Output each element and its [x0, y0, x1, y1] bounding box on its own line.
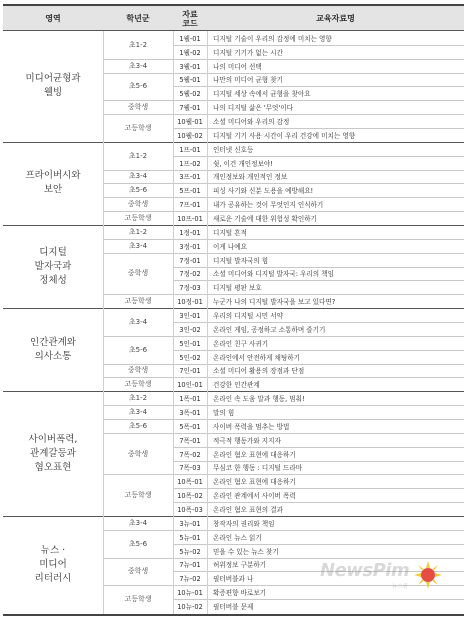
grade-cell: 초1-2	[128, 151, 148, 160]
title-cell: 온라인 혐오 표현에 대응하기	[213, 450, 296, 459]
title-cell: 나의 디지털 삶은 '무엇'이다	[213, 104, 293, 113]
code-cell: 3폭-01	[179, 409, 201, 418]
code-cell: 10폭-01	[177, 478, 203, 487]
grade-cell: 고등학생	[124, 214, 152, 223]
domain-cell: 뉴스 · 미디어 리터러시	[34, 544, 72, 584]
code-cell: 7인-01	[179, 367, 201, 376]
domain-cell: 인간관계와 의사소통	[30, 336, 76, 362]
grade-cell: 초1-2	[128, 40, 148, 49]
grade-cell: 중학생	[127, 269, 149, 278]
code-cell: 1프-01	[179, 145, 201, 154]
grade-cell: 초5-6	[128, 82, 148, 91]
column-divider	[103, 31, 104, 616]
sun-logo-icon	[414, 561, 442, 589]
grade-cell: 고등학생	[124, 123, 152, 132]
title-cell: 온라인 친구 사귀기	[213, 339, 269, 348]
title-cell: 내가 공유하는 것이 무엇인지 인식하기	[213, 201, 324, 210]
newspim-watermark-sub: 뉴스핌	[392, 584, 408, 590]
table-header	[3, 4, 464, 31]
code-cell: 7프-01	[179, 201, 201, 210]
header-grade: 학년군	[126, 14, 150, 23]
code-cell: 7뉴-01	[179, 561, 201, 570]
code-cell: 10인-01	[177, 381, 203, 390]
title-cell: 소셜 미디어 활용의 장점과 단점	[213, 367, 305, 376]
code-cell: 3인-02	[179, 325, 201, 334]
code-cell: 10웰-01	[177, 118, 203, 127]
header-code: 자료 코드	[182, 9, 198, 28]
code-cell: 10정-01	[177, 298, 203, 307]
grade-cell: 고등학생	[124, 595, 152, 604]
title-cell: 필터버블 문제	[213, 603, 254, 612]
domain-cell: 사이버폭력, 관계갈등과 혐오표현	[28, 433, 78, 473]
grade-cell: 초3-4	[128, 61, 148, 70]
title-cell: 건강한 인간관계	[213, 381, 260, 390]
title-cell: 확증편향 바로보기	[213, 589, 267, 598]
code-cell: 7정-03	[179, 284, 201, 293]
code-cell: 3인-01	[179, 312, 201, 321]
title-cell: 창작자의 권리와 책임	[213, 519, 275, 528]
title-cell: 디지털 기기가 없는 시간	[213, 48, 283, 57]
header-title: 교육자료명	[316, 14, 355, 23]
title-cell: 적극적 행동가와 지지자	[213, 436, 281, 445]
title-cell: 누군가 나의 디지털 발자국을 보고 있다면?	[213, 298, 336, 307]
grade-cell: 초1-2	[128, 227, 148, 236]
title-cell: 허위정보 구분하기	[213, 561, 267, 570]
code-cell: 10폭-02	[177, 492, 203, 501]
grade-cell: 초5-6	[128, 539, 148, 548]
column-divider	[207, 31, 208, 616]
grade-cell: 초5-6	[128, 421, 148, 430]
grade-cell: 고등학생	[124, 491, 152, 500]
title-cell: 이게 나예요	[213, 242, 247, 251]
code-cell: 10폭-03	[177, 506, 203, 515]
title-cell: 소셜 미디어와 디지털 발자국: 우리의 책임	[213, 270, 334, 279]
code-cell: 7폭-01	[179, 436, 201, 445]
grade-cell: 중학생	[127, 567, 149, 576]
code-cell: 3정-01	[179, 242, 201, 251]
title-cell: 온라인 속 도움 말과 행동, 멈춰!	[213, 395, 305, 404]
newspim-watermark: NewsPim	[320, 560, 410, 581]
code-cell: 3프-01	[179, 173, 201, 182]
code-cell: 3뉴-01	[179, 519, 201, 528]
code-cell: 10프-01	[177, 215, 203, 224]
title-cell: 인터넷 신호등	[213, 145, 254, 154]
code-cell: 10웰-02	[177, 131, 203, 140]
title-cell: 온라인 관계에서 사이버 폭력	[213, 492, 296, 501]
code-cell: 5뉴-02	[179, 547, 201, 556]
code-cell: 1프-02	[179, 159, 201, 168]
code-cell: 10뉴-01	[177, 589, 203, 598]
title-cell: 필터버블과 나	[213, 575, 254, 584]
code-cell: 10뉴-02	[177, 603, 203, 612]
domain-cell: 프라이버시와 보안	[25, 170, 81, 196]
code-cell: 3웰-01	[179, 62, 201, 71]
code-cell: 5폭-01	[179, 422, 201, 431]
grade-cell: 초3-4	[128, 408, 148, 417]
title-cell: 온라인 게임, 공정하고 소통하며 즐기기	[213, 325, 326, 334]
code-cell: 5인-02	[179, 353, 201, 362]
table-bottom-border	[3, 614, 464, 616]
code-cell: 5웰-02	[179, 90, 201, 99]
title-cell: 무심코 한 행동 : 디지털 드라마	[213, 464, 303, 473]
grade-cell: 고등학생	[124, 380, 152, 389]
title-cell: 사이버 폭력을 멈추는 방법	[213, 422, 290, 431]
grade-cell: 중학생	[127, 449, 149, 458]
grade-cell: 중학생	[127, 366, 149, 375]
grade-cell: 중학생	[127, 200, 149, 209]
code-cell: 7폭-03	[179, 464, 201, 473]
domain-cell: 디지털 발자국과 정체성	[34, 246, 72, 286]
grade-cell: 초3-4	[128, 241, 148, 250]
curriculum-table	[3, 4, 464, 616]
title-cell: 디지털 기기 사용 시간이 우리 건강에 미치는 영향	[213, 131, 356, 140]
domain-cell: 미디어균형과 웰빙	[25, 73, 81, 99]
title-cell: 온라인 혐오 표현의 결과	[213, 506, 283, 515]
code-cell: 1웰-02	[179, 48, 201, 57]
title-cell: 디지털 기술이 우리의 감정에 미치는 영향	[213, 34, 332, 43]
title-cell: 피싱 사기와 신분 도용을 예방해요!	[213, 187, 314, 196]
grade-cell: 고등학생	[124, 297, 152, 306]
title-cell: 디지털 발자국의 힘	[213, 256, 269, 265]
code-cell: 7정-01	[179, 256, 201, 265]
code-cell: 1정-01	[179, 228, 201, 237]
title-cell: 우리의 디지털 시민 서약	[213, 312, 283, 321]
title-cell: 개인정보와 개인적인 정보	[213, 173, 288, 182]
grade-cell: 초3-4	[128, 518, 148, 527]
title-cell: 나의 미디어 선택	[213, 62, 262, 71]
code-cell: 1웰-01	[179, 34, 201, 43]
title-cell: 온라인에서 안전하게 채팅하기	[213, 353, 300, 362]
grade-cell: 초3-4	[128, 172, 148, 181]
grade-cell: 초5-6	[128, 186, 148, 195]
header-domain: 영역	[45, 14, 61, 23]
title-cell: 온라인 뉴스 읽기	[213, 533, 262, 542]
code-cell: 5뉴-01	[179, 533, 201, 542]
title-cell: 소셜 미디어와 우리의 감정	[213, 118, 290, 127]
title-cell: 쉿, 이건 개인정보야!	[213, 159, 273, 168]
title-cell: 나만의 미디어 균형 찾기	[213, 76, 283, 85]
code-cell: 7뉴-02	[179, 575, 201, 584]
grade-cell: 중학생	[127, 103, 149, 112]
title-cell: 디지털 흔적	[213, 228, 247, 237]
title-cell: 새로운 기술에 대한 위험성 확인하기	[213, 215, 317, 224]
title-cell: 디지털 세상 속에서 균형을 찾아요	[213, 90, 311, 99]
title-cell: 온라인 혐오 표현에 대응하기	[213, 478, 296, 487]
code-cell: 7폭-02	[179, 450, 201, 459]
code-cell: 1폭-01	[179, 395, 201, 404]
title-cell: 말의 힘	[213, 409, 235, 418]
grade-cell: 초3-4	[128, 317, 148, 326]
code-cell: 7웰-01	[179, 104, 201, 113]
title-cell: 디지털 평판 보호	[213, 284, 262, 293]
title-cell: 믿을 수 있는 뉴스 찾기	[213, 547, 279, 556]
code-cell: 5프-01	[179, 187, 201, 196]
grade-cell: 초1-2	[128, 394, 148, 403]
code-cell: 5웰-01	[179, 76, 201, 85]
column-divider	[173, 31, 174, 616]
grade-cell: 초5-6	[128, 345, 148, 354]
code-cell: 5인-01	[179, 339, 201, 348]
code-cell: 7정-02	[179, 270, 201, 279]
